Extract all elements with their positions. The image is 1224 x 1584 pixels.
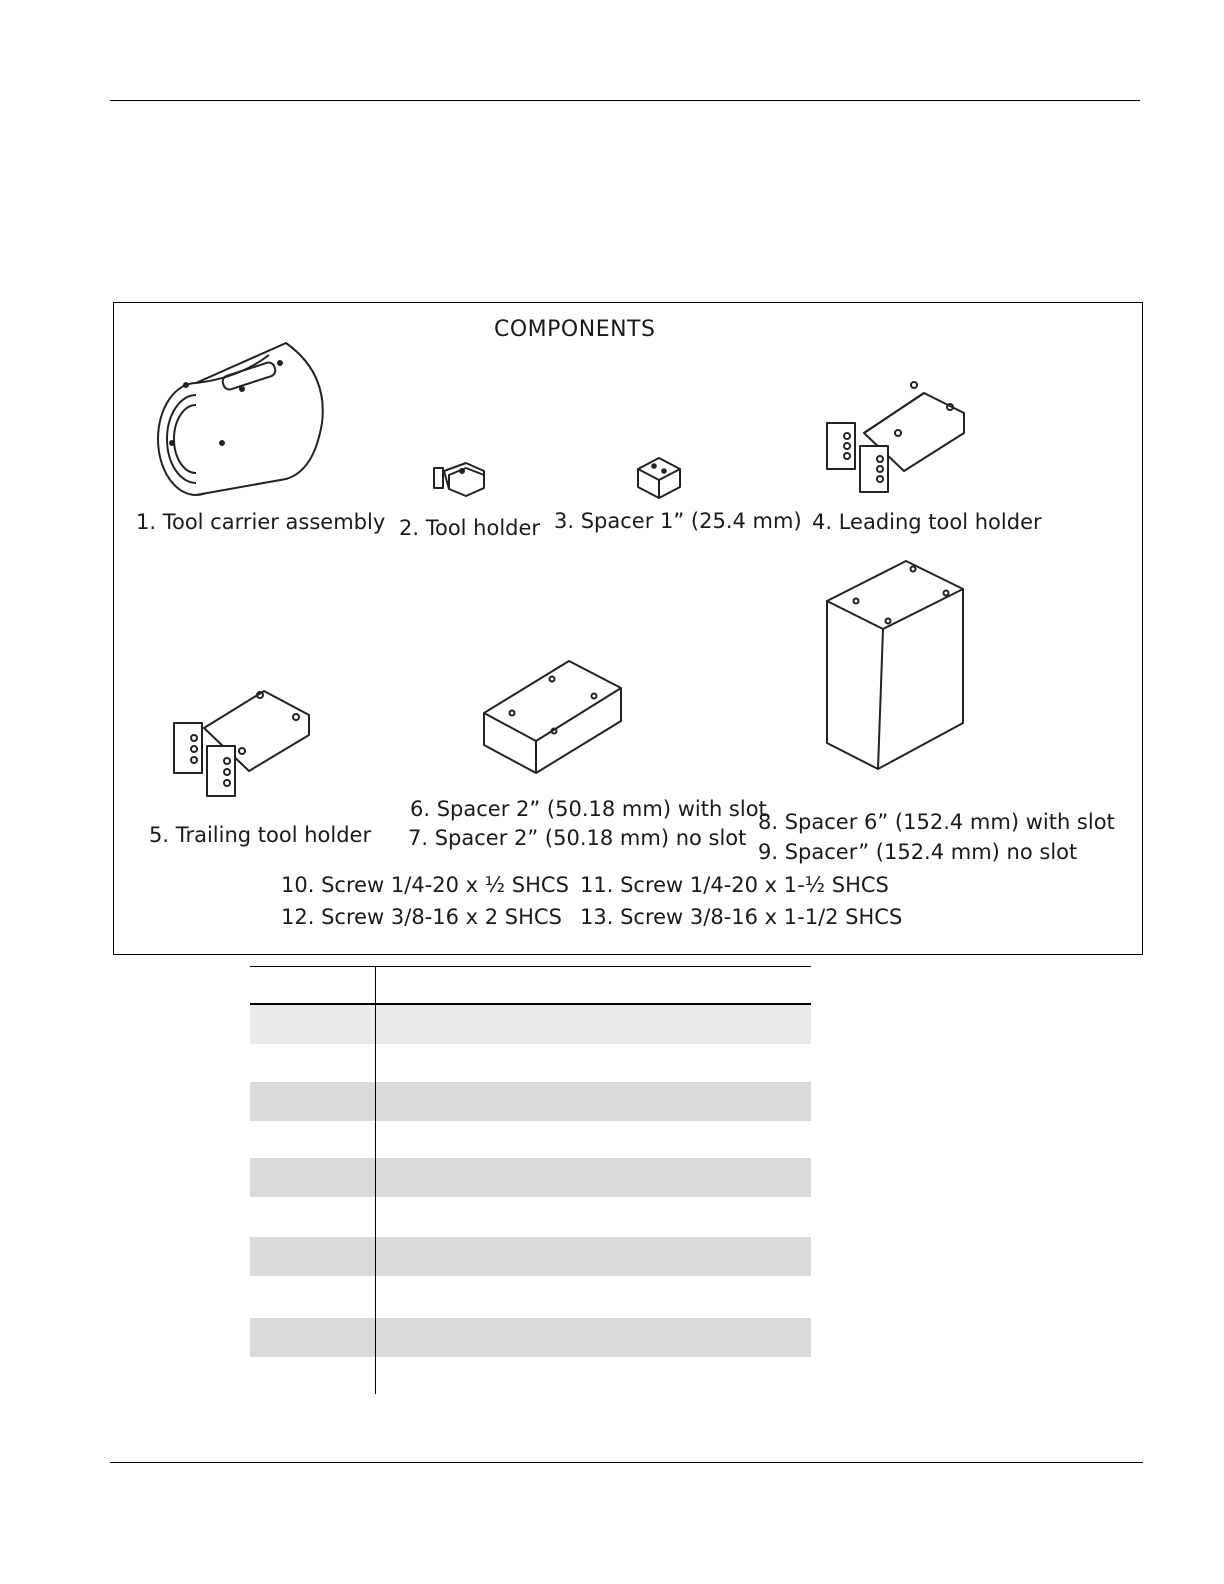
table-row [250,1082,811,1121]
label-trailing-tool-holder: 5. Trailing tool holder [149,823,372,847]
label-screw-10: 10. Screw 1/4-20 x ½ SHCS [281,873,569,897]
label-screw-12: 12. Screw 3/8-16 x 2 SHCS [281,905,562,929]
label-leading-tool-holder: 4. Leading tool holder [812,510,1042,534]
footer-rule [110,1462,1143,1463]
table-row [250,1197,811,1236]
header-rule [110,100,1140,101]
label-spacer-2-noslot: 7. Spacer 2” (50.18 mm) no slot [408,826,747,850]
trailing-tool-holder-illustration [174,691,309,796]
leading-tool-holder-illustration [827,382,964,492]
tool-carrier-illustration [158,343,323,495]
parts-table [250,966,811,1394]
components-figure [113,302,1143,955]
table-row [250,1237,811,1276]
table-row [250,1158,811,1197]
spacer-6in-illustration [827,561,963,769]
table-header-top-rule [250,966,811,967]
table-row [250,1318,811,1357]
table-row [250,1357,811,1396]
table-row [250,1005,811,1044]
table-column-divider [375,966,376,1394]
label-spacer-1: 3. Spacer 1” (25.4 mm) [554,509,802,533]
label-screw-11: 11. Screw 1/4-20 x 1-½ SHCS [580,873,889,897]
figure-title: COMPONENTS [494,317,656,342]
table-row [250,1121,811,1160]
label-screw-13: 13. Screw 3/8-16 x 1-1/2 SHCS [580,905,903,929]
tool-holder-illustration [434,463,484,496]
label-spacer-6-noslot: 9. Spacer” (152.4 mm) no slot [758,840,1078,864]
label-spacer-6-slot: 8. Spacer 6” (152.4 mm) with slot [758,810,1115,834]
spacer-2in-illustration [484,661,621,773]
table-row [250,1044,811,1083]
spacer-1in-illustration [638,458,680,498]
table-header-bottom-rule [250,1003,811,1005]
label-tool-holder: 2. Tool holder [399,516,541,540]
table-row [250,1277,811,1316]
label-tool-carrier: 1. Tool carrier assembly [136,510,386,534]
label-spacer-2-slot: 6. Spacer 2” (50.18 mm) with slot [410,797,767,821]
